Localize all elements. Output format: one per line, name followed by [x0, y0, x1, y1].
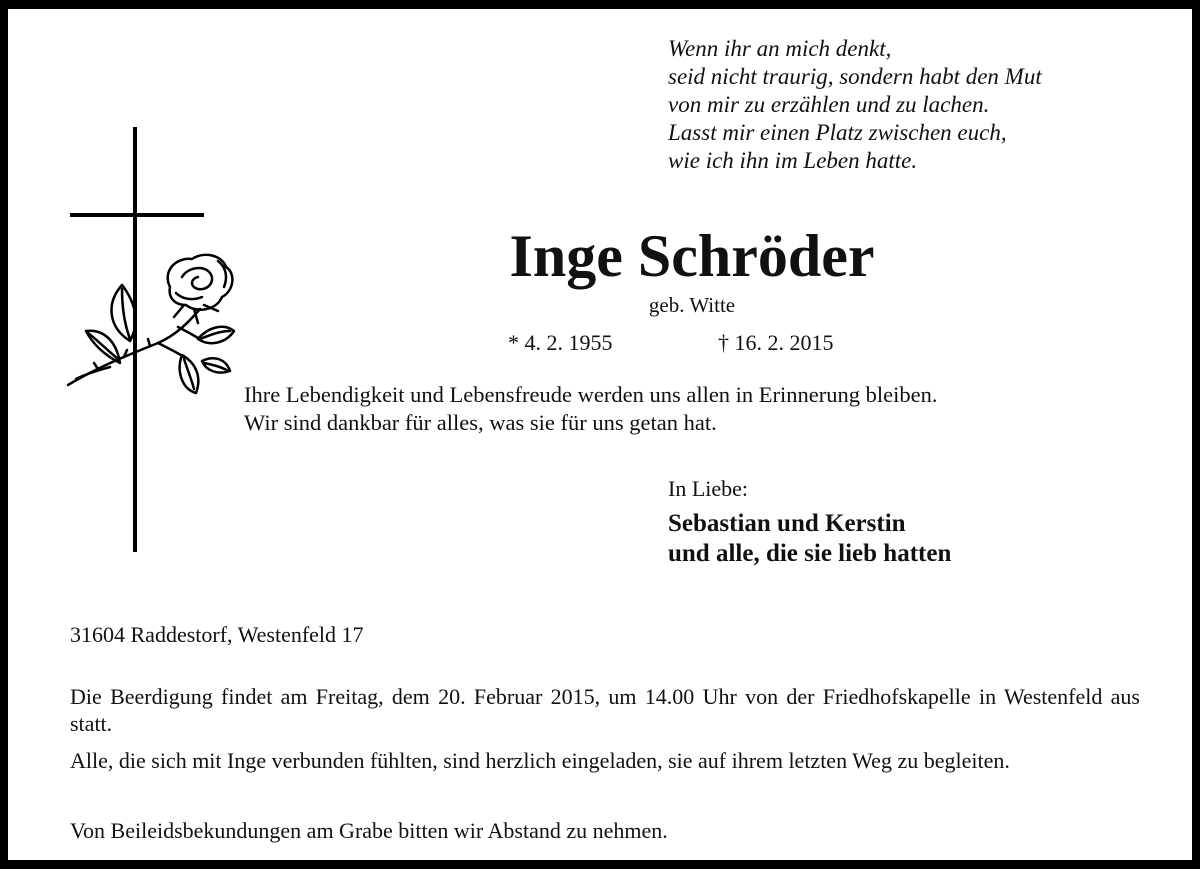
signature-intro: In Liebe:	[668, 476, 749, 501]
mourner-line: Sebastian und Kerstin	[668, 510, 906, 537]
rose-icon	[68, 255, 234, 393]
poem-line: Lasst mir einen Platz zwischen euch,	[668, 120, 1007, 145]
birth-date: * 4. 2. 1955	[508, 330, 613, 355]
tribute-line: Ihre Lebendigkeit und Lebensfreude werden uns allen in Erinnerung bleiben.	[244, 382, 938, 407]
tribute-line: Wir sind dankbar für alles, was sie für uns getan hat.	[244, 410, 717, 435]
mourners-list	[668, 509, 1088, 569]
mourner-line: und alle, die sie lieb hatten	[668, 540, 952, 567]
tribute-text	[244, 381, 1184, 437]
birth-name: geb. Witte	[648, 293, 736, 317]
condolence-notice: Von Beileidsbekundungen am Grabe bitten wir Abstand zu nehmen.	[70, 818, 668, 843]
poem-line: seid nicht traurig, sondern habt den Mut	[668, 64, 1042, 89]
poem-line: Wenn ihr an mich denkt,	[668, 36, 892, 61]
poem-line: wie ich ihn im Leben hatte.	[668, 148, 918, 173]
invitation-notice: Alle, die sich mit Inge verbunden fühlten, sind herzlich eingeladen, sie auf ihrem letzten Weg zu begleiten.	[70, 748, 1010, 773]
family-address: 31604 Raddestorf, Westenfeld 17	[70, 622, 364, 647]
memorial-poem	[668, 35, 1188, 175]
deceased-name: Inge Schröder	[509, 223, 875, 289]
death-date: † 16. 2. 2015	[718, 330, 834, 355]
cross-with-rose-illustration	[58, 127, 248, 567]
funeral-notice: Die Beerdigung findet am Freitag, dem 20. Februar 2015, um 14.00 Uhr von der Friedhofskapelle in Westenfeld aus statt.	[70, 684, 1140, 736]
poem-line: von mir zu erzählen und zu lachen.	[668, 92, 990, 117]
